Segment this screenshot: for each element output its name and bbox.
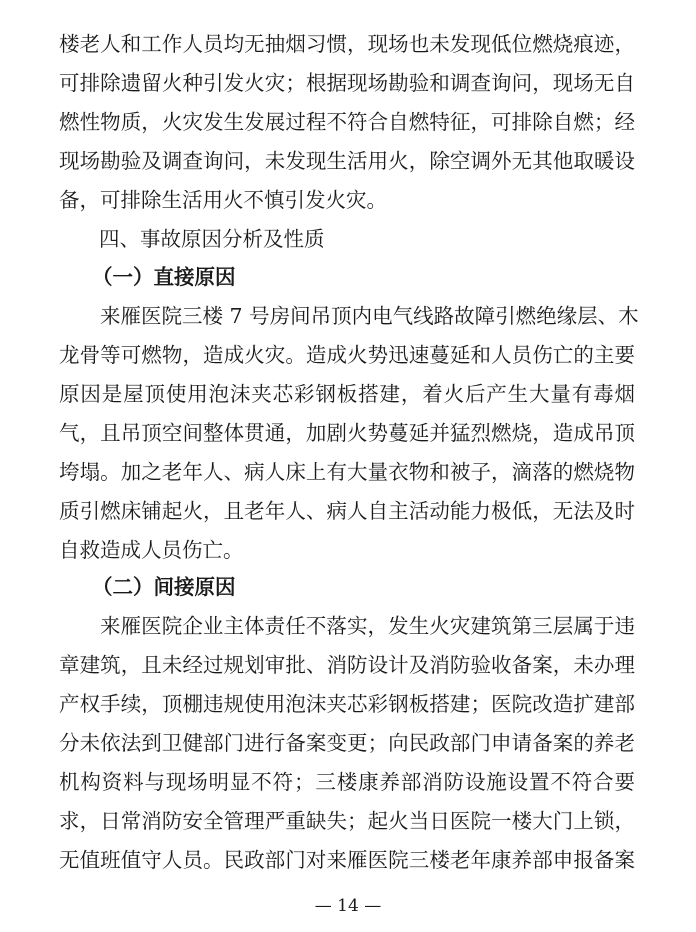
section-heading: 四、事故原因分析及性质 [99, 227, 325, 251]
paragraph-line: 机构资料与现场明显不符；三楼康养部消防设施设置不符合要 [59, 770, 635, 794]
paragraph-line: 求，日常消防安全管理严重缺失；起火当日医院一楼大门上锁， [59, 809, 635, 833]
paragraph-line: 章建筑，且未经过规划审批、消防设计及消防验收备案，未办理 [59, 653, 635, 677]
paragraph-line: 自救造成人员伤亡。 [59, 538, 244, 562]
paragraph-line: 燃性物质，火灾发生发展过程不符合自燃特征，可排除自燃；经 [59, 110, 635, 134]
paragraph-line: 龙骨等可燃物，造成火灾。造成火势迅速蔓延和人员伤亡的主要 [59, 343, 635, 367]
subsection-title-direct-cause: （一）直接原因 [92, 265, 236, 289]
paragraph-line: 楼老人和工作人员均无抽烟习惯，现场也未发现低位燃烧痕迹， [59, 32, 635, 56]
paragraph-line: 来雁医院企业主体责任不落实，发生火灾建筑第三层属于违 [100, 614, 635, 638]
paragraph-line: 来雁医院三楼 7 号房间吊顶内电气线路故障引燃绝缘层、木 [100, 304, 639, 328]
subsection-title-indirect-cause: （二）间接原因 [92, 575, 236, 599]
paragraph-line: 产权手续，顶棚违规使用泡沫夹芯彩钢板搭建；医院改造扩建部 [59, 692, 635, 716]
paragraph-line: 现场勘验及调查询问，未发现生活用火，除空调外无其他取暖设 [59, 149, 635, 173]
paragraph-line: 气，且吊顶空间整体贯通，加剧火势蔓延并猛烈燃烧，造成吊顶 [59, 421, 635, 445]
paragraph-line: 分未依法到卫健部门进行备案变更；向民政部门申请备案的养老 [59, 731, 635, 755]
paragraph-line: 备，可排除生活用火不慎引发火灾。 [59, 188, 387, 212]
paragraph-line: 质引燃床铺起火，且老年人、病人自主活动能力极低，无法及时 [59, 499, 635, 523]
paragraph-line: 无值班值守人员。民政部门对来雁医院三楼老年康养部申报备案 [59, 848, 635, 872]
page-number: — 14 — [314, 896, 382, 916]
paragraph-line: 可排除遗留火种引发火灾；根据现场勘验和调查询问，现场无自 [59, 71, 635, 95]
paragraph-line: 原因是屋顶使用泡沫夹芯彩钢板搭建，着火后产生大量有毒烟 [59, 382, 635, 406]
paragraph-line: 垮塌。加之老年人、病人床上有大量衣物和被子，滴落的燃烧物 [59, 460, 635, 484]
